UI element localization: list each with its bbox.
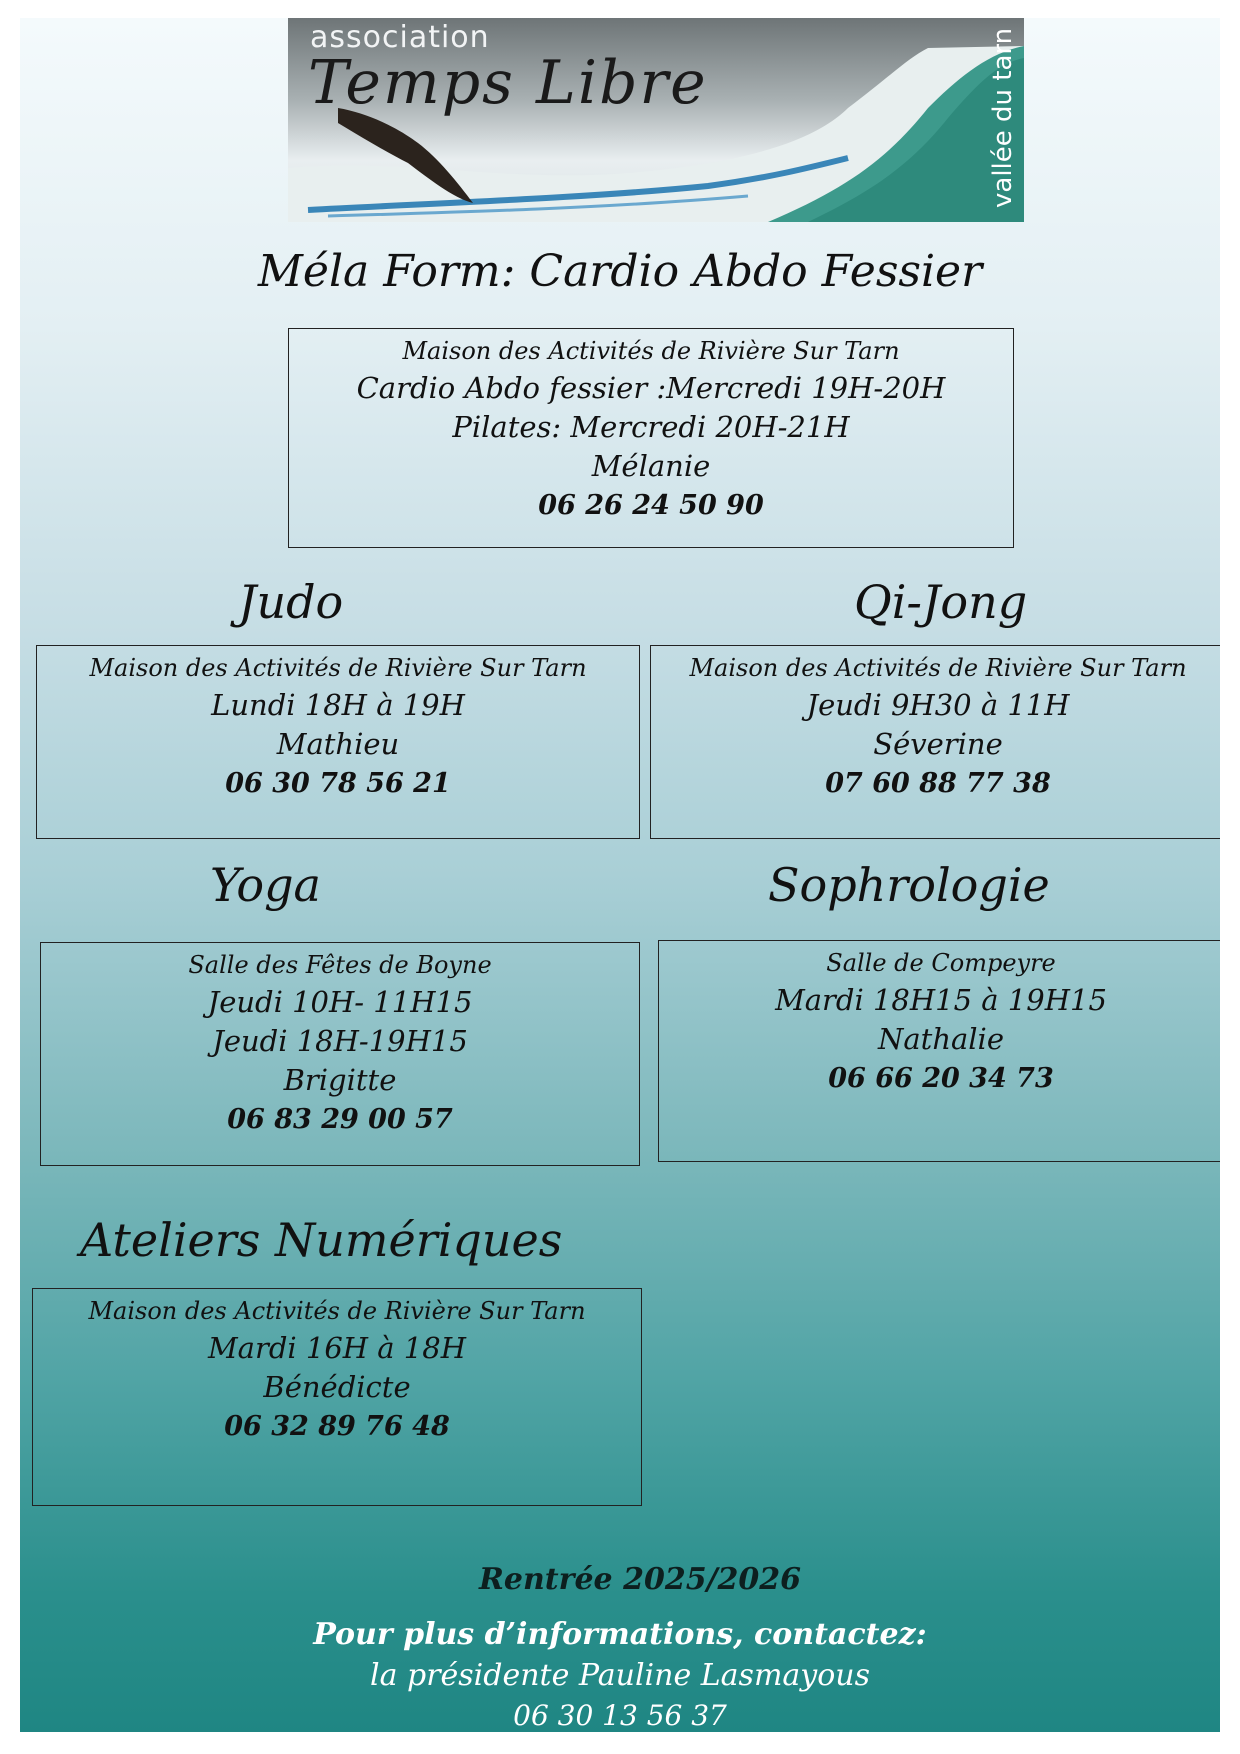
ateliers-phone: 06 32 89 76 48 — [224, 1411, 450, 1442]
yoga-instructor: Brigitte — [283, 1063, 397, 1097]
qijong-schedule: Jeudi 9H30 à 11H — [806, 688, 1070, 722]
association-logo — [288, 18, 1024, 222]
yoga-phone: 06 83 29 00 57 — [227, 1104, 453, 1135]
judo-instructor: Mathieu — [276, 727, 400, 761]
qijong-instructor: Séverine — [873, 727, 1003, 761]
sophro-title: Sophrologie — [768, 858, 1050, 912]
qijong-box — [650, 645, 1220, 839]
yoga-place: Salle des Fêtes de Boyne — [188, 951, 492, 979]
footer — [20, 1560, 1220, 1732]
qijong-phone: 07 60 88 77 38 — [825, 768, 1051, 799]
yoga-schedule-evening: Jeudi 18H-19H15 — [212, 1024, 468, 1058]
main-schedule-pilates: Pilates: Mercredi 20H-21H — [452, 410, 850, 444]
main-phone: 06 26 24 50 90 — [538, 490, 764, 521]
sophro-instructor: Nathalie — [878, 1022, 1004, 1056]
president-label: la présidente Pauline Lasmayous — [369, 1658, 871, 1693]
main-place: Maison des Activités de Rivière Sur Tarn — [402, 337, 900, 365]
yoga-box — [40, 942, 640, 1166]
ateliers-place: Maison des Activités de Rivière Sur Tarn — [88, 1297, 586, 1325]
judo-schedule: Lundi 18H à 19H — [211, 688, 465, 722]
sophro-phone: 06 66 20 34 73 — [828, 1063, 1054, 1094]
contact-phone: 06 30 13 56 37 — [513, 1699, 727, 1732]
judo-place: Maison des Activités de Rivière Sur Tarn — [89, 654, 587, 682]
yoga-title: Yoga — [210, 858, 321, 912]
judo-title: Judo — [238, 575, 344, 629]
flyer-sheet — [20, 18, 1220, 1732]
sophro-schedule: Mardi 18H15 à 19H15 — [775, 983, 1107, 1017]
qijong-place: Maison des Activités de Rivière Sur Tarn — [689, 654, 1187, 682]
main-schedule-cardio: Cardio Abdo fessier :Mercredi 19H-20H — [356, 371, 946, 405]
logo-association-text: association — [310, 20, 490, 55]
rentree-label: Rentrée 2025/2026 — [478, 1562, 802, 1597]
ateliers-title: Ateliers Numériques — [80, 1213, 563, 1267]
judo-phone: 06 30 78 56 21 — [225, 768, 451, 799]
ateliers-box — [32, 1288, 642, 1506]
main-instructor: Mélanie — [591, 449, 711, 483]
ateliers-instructor: Bénédicte — [263, 1370, 411, 1404]
main-title: Méla Form: Cardio Abdo Fessier — [257, 246, 983, 297]
info-label: Pour plus d’informations, contactez: — [313, 1617, 927, 1652]
main-info-box — [288, 328, 1014, 548]
logo-title: Temps Libre — [308, 48, 708, 118]
ateliers-schedule: Mardi 16H à 18H — [207, 1331, 466, 1365]
logo-vallee-text: vallée du tarn — [988, 27, 1018, 208]
qijong-title: Qi-Jong — [854, 575, 1028, 629]
judo-box — [36, 645, 640, 839]
sophro-box — [658, 940, 1220, 1162]
sophro-place: Salle de Compeyre — [826, 949, 1056, 977]
yoga-schedule-morning: Jeudi 10H- 11H15 — [207, 985, 473, 1019]
